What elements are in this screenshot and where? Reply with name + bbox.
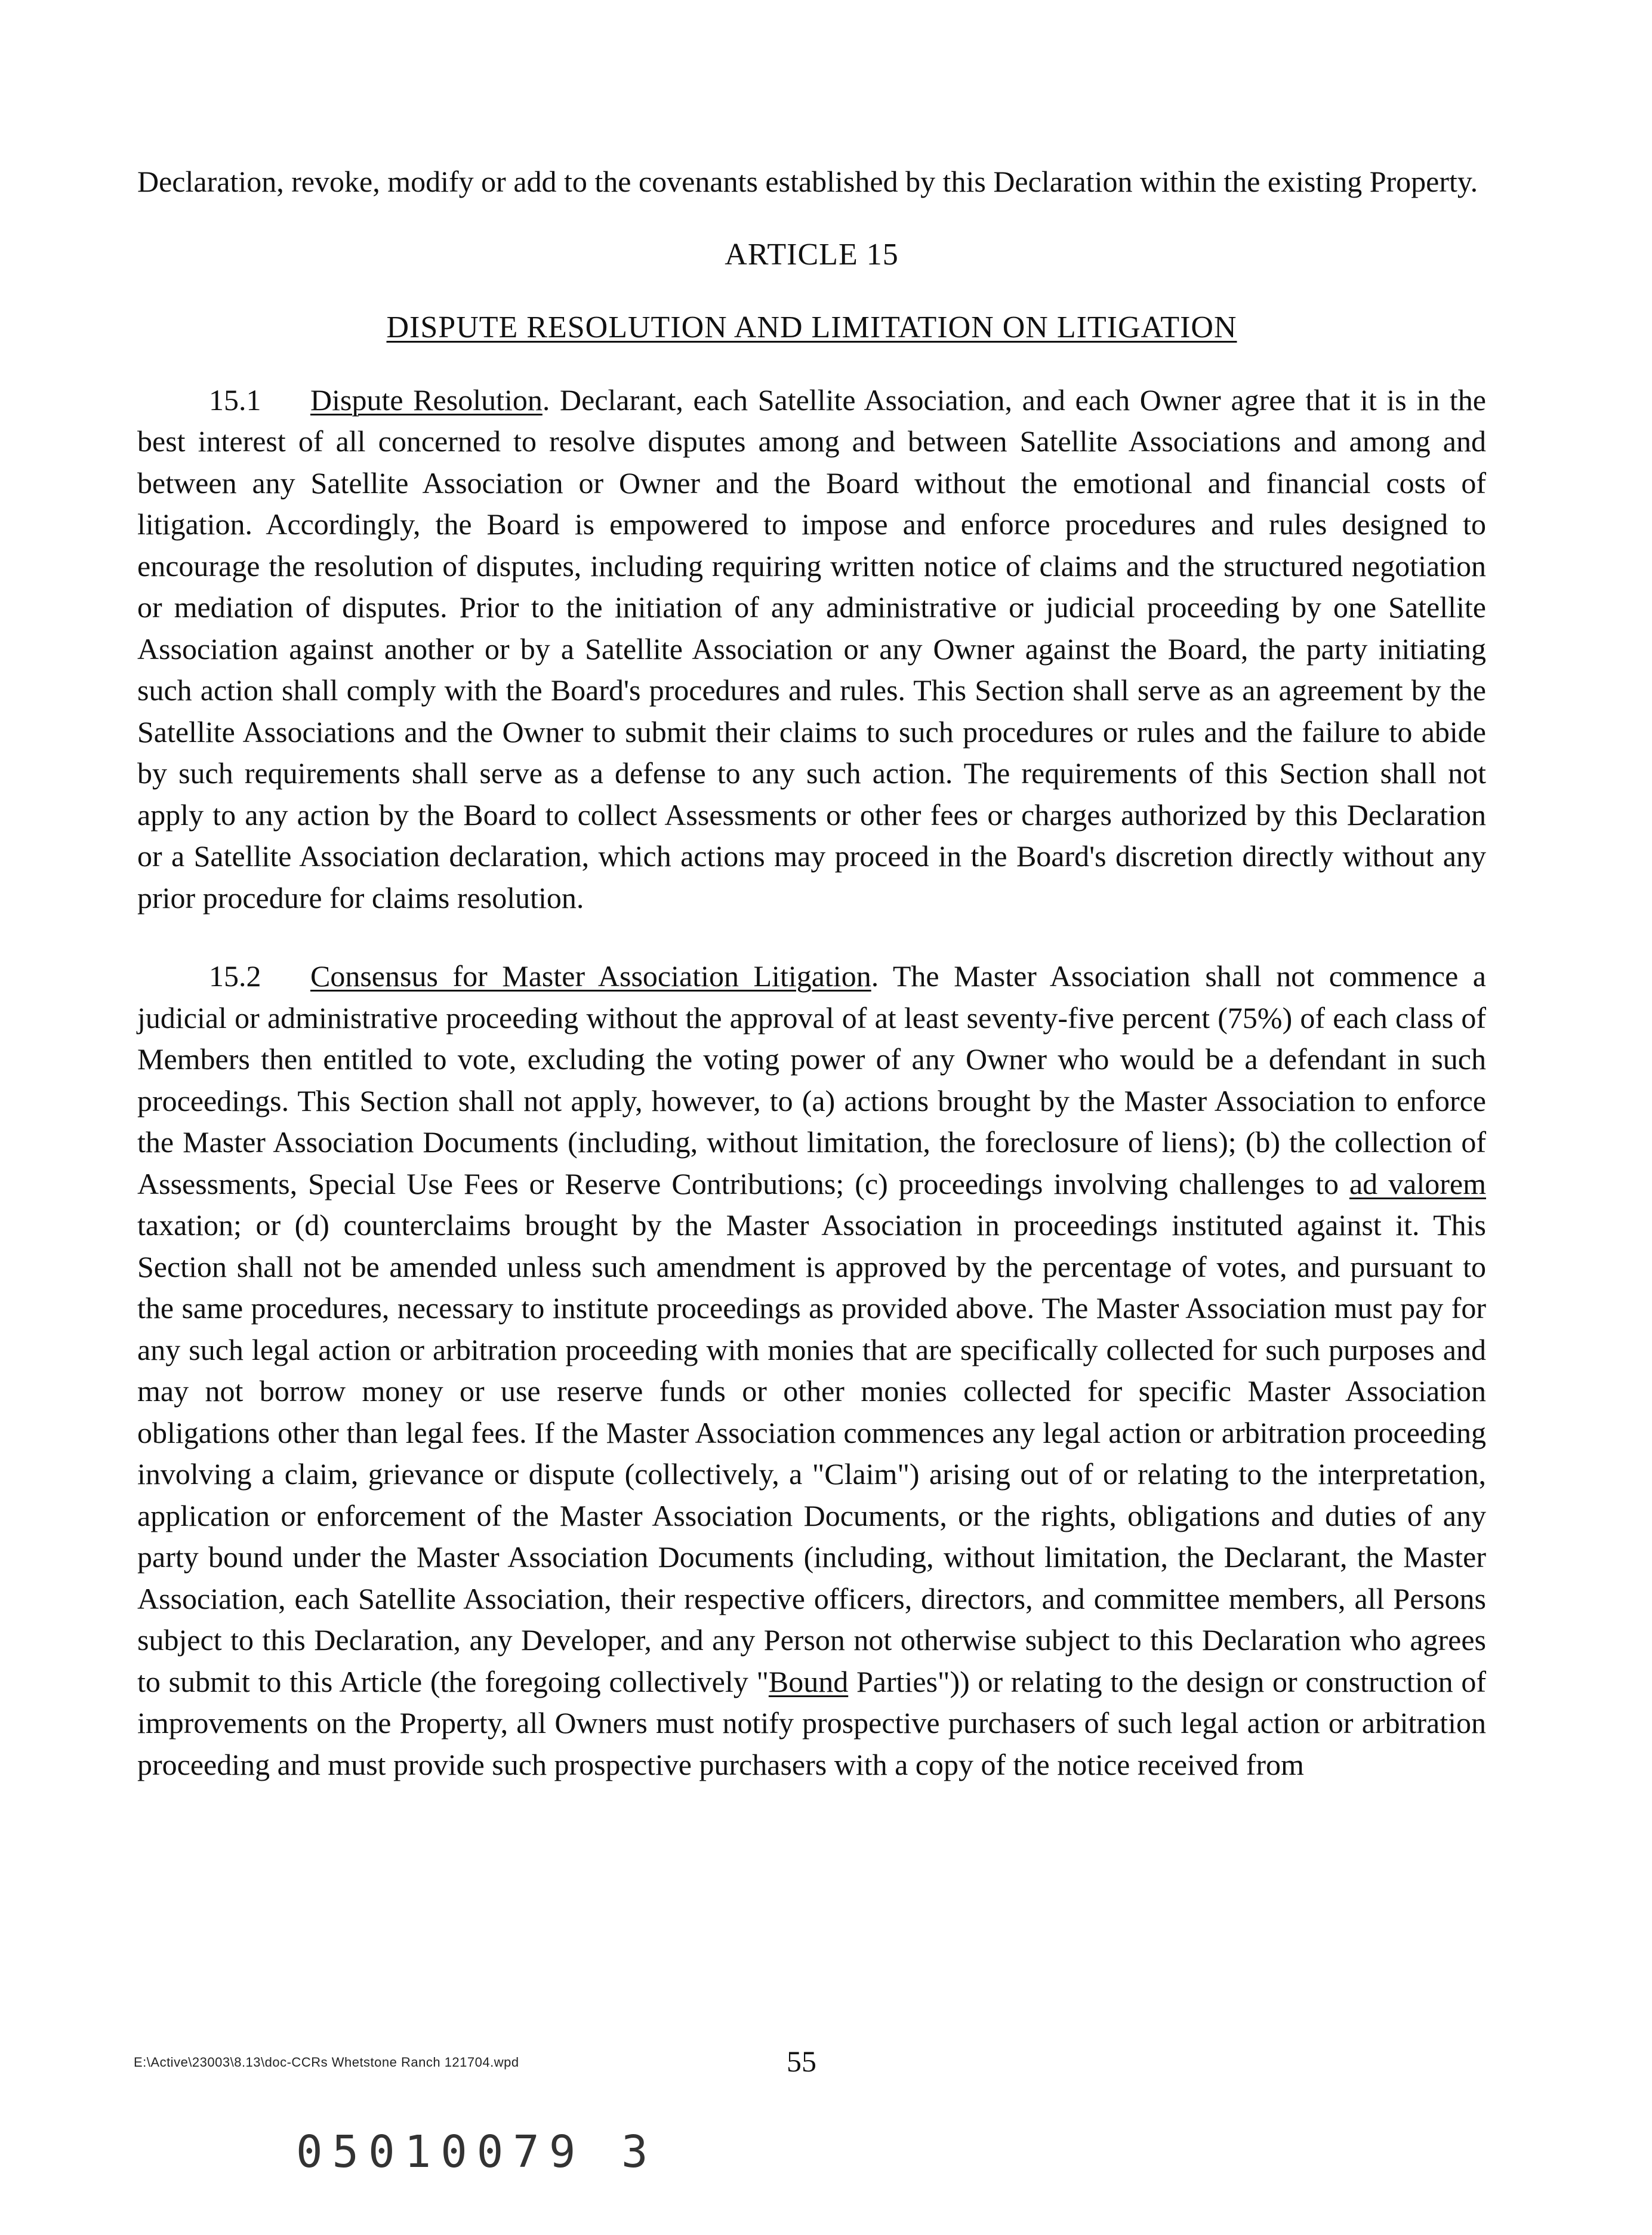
- document-stamp-number: 05010079 3: [296, 2126, 658, 2178]
- article-title: ARTICLE 15: [725, 237, 899, 272]
- footer-file-path: E:\Active\23003\8.13\doc-CCRs Whetstone Ranch 121704.wpd: [134, 2055, 519, 2070]
- article-subtitle-text: DISPUTE RESOLUTION AND LIMITATION ON LITIGATION: [386, 310, 1237, 344]
- section-15-1-number: 15.1: [209, 383, 261, 417]
- section-15-2-title: Consensus for Master Association Litigation: [310, 959, 871, 993]
- section-15-1-body: . Declarant, each Satellite Association, and each Owner agree that it is in the best interest of all concerned to resolve disputes among and between Satellite Associations and among and between any Satellite Association or Owner and the Board without the emotional and financial costs of litigation. Accordingly, the Board is empowered to impose and enforce procedures and rules designed to encourage the resolution of disputes, including requiring written notice of claims and the structured negotiation or mediation of disputes. Prior to the initiation of any administrative or judicial proceeding by one Satellite Association against another or by a Satellite Association or any Owner against the Board, the party initiating such action shall comply with the Board's procedures and rules. This Section shall serve as an agreement by the Satellite Associations and the Owner to submit their claims to such procedures or rules and the failure to abide by such requirements shall serve as a defense to any such action. The requirements of this Section shall not apply to any action by the Board to collect Assessments or other fees or charges authorized by this Declaration or a Satellite Association declaration, which actions may proceed in the Board's discretion directly without any prior procedure for claims resolution.: [137, 383, 1487, 915]
- section-15-1: [137, 380, 1486, 919]
- document-page: [137, 161, 1486, 1785]
- section-15-2-number: 15.2: [209, 959, 261, 993]
- section-15-2-body-part2: taxation; or (d) counterclaims brought by the Master Association in proceedings instituted against it. This Section shall not be amended unless such amendment is approved by the percentage of votes, and pursuant to the same procedures, necessary to institute proceedings as provided above. The Master Association must pay for any such legal action or arbitration proceeding with monies that are specifically collected for such purposes and may not borrow money or use reserve funds or other monies collected for specific Master Association obligations other than legal fees. If the Master Association commences any legal action or arbitration proceeding involving a claim, grievance or dispute (collectively, a "Claim") arising out of or relating to the interpretation, application or enforcement of the Master Association Documents, or the rights, obligations and duties of any party bound under the Master Association Documents (including, without limitation, the Declarant, the Master Association, each Satellite Association, their respective officers, directors, and committee members, all Persons subject to this Declaration, any Developer, and any Person not otherwise subject to this Declaration who agrees to submit to this Article (the foregoing collectively ": [137, 1208, 1486, 1698]
- article-subtitle: [137, 307, 1486, 349]
- section-15-2-body-part3: Parties")) or relating to the design or construction of improvements on the Property, all Owners must notify prospective purchasers of such legal action or arbitration proceeding and must provide such prospective purchasers with a copy of the notice received from: [137, 1664, 1486, 1781]
- page-number: 55: [787, 2045, 816, 2078]
- ad-valorem-term: ad valorem: [1349, 1166, 1486, 1200]
- section-15-1-title: Dispute Resolution: [310, 383, 543, 417]
- carryover-paragraph: Declaration, revoke, modify or add to the covenants established by this Declaration within the existing Property.: [137, 165, 1478, 198]
- section-15-2-body-part1: . The Master Association shall not commence a judicial or administrative proceeding without the approval of at least seventy-five percent (75%) of each class of Members then entitled to vote, excluding the voting power of any Owner who would be a defendant in such proceedings. This Section shall not apply, however, to (a) actions brought by the Master Association to enforce the Master Association Documents (including, without limitation, the foreclosure of liens); (b) the collection of Assessments, Special Use Fees or Reserve Contributions; (c) proceedings involving challenges to: [137, 959, 1486, 1200]
- bound-term: Bound: [768, 1664, 849, 1698]
- section-15-2: [137, 956, 1486, 1785]
